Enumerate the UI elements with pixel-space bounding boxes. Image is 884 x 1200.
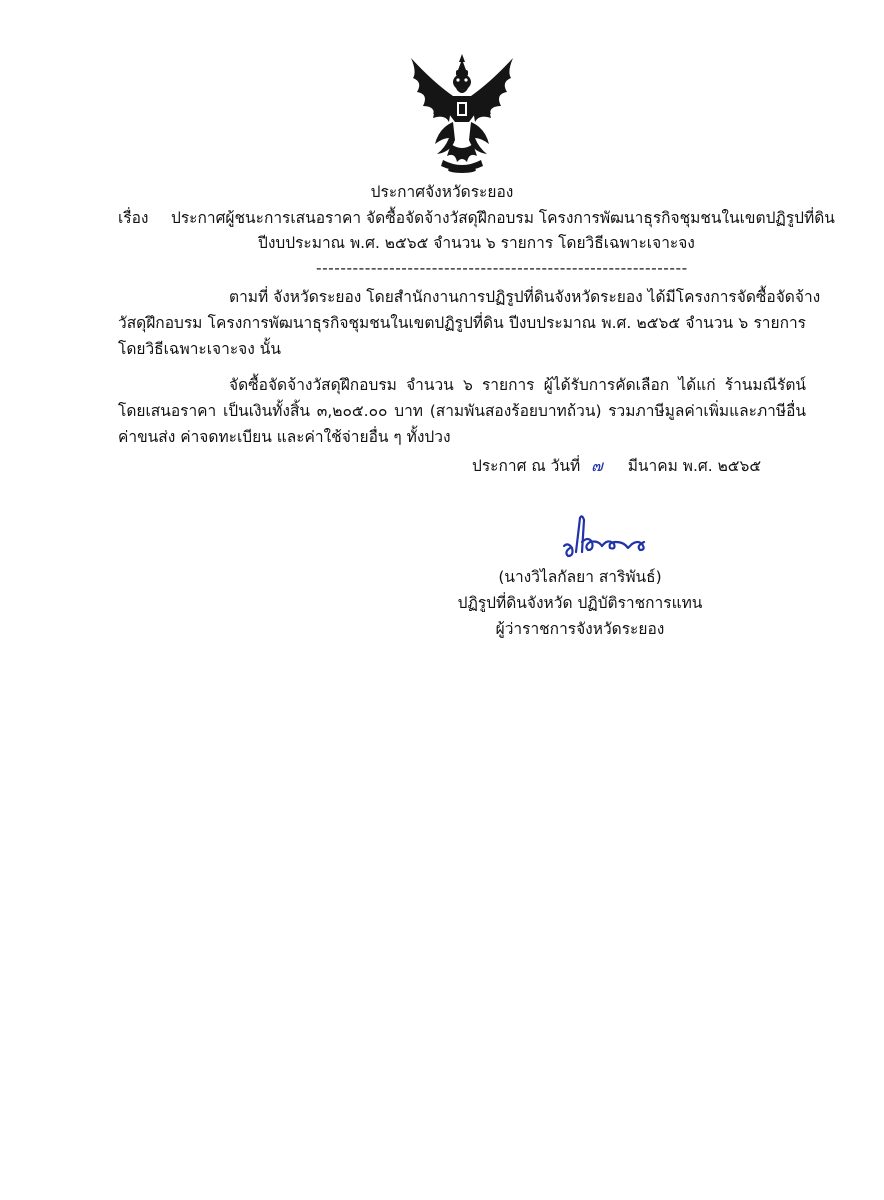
paragraph-1-line-2: วัสดุฝึกอบรม โครงการพัฒนาธุรกิจชุมชนในเขตปฏิรูปที่ดิน ปีงบประมาณ พ.ศ. ๒๕๖๕ จำนวน ๖ รายการ — [118, 314, 806, 332]
subject-label: เรื่อง — [118, 209, 149, 227]
date-month-year: มีนาคม พ.ศ. ๒๕๖๕ — [627, 457, 762, 475]
subject-line-2: ปีงบประมาณ พ.ศ. ๒๕๖๕ จำนวน ๖ รายการ โดยวิธีเฉพาะเจาะจง — [258, 234, 695, 252]
paragraph-2-line-2: โดยเสนอราคา เป็นเงินทั้งสิ้น ๓,๒๐๕.๐๐ บาท (สามพันสองร้อยบาทถ้วน) รวมภาษีมูลค่าเพิ่มและภาษีอื่น — [118, 402, 806, 420]
paragraph-1-line-1: ตามที่ จังหวัดระยอง โดยสำนักงานการปฏิรูปที่ดินจังหวัดระยอง ได้มีโครงการจัดซื้อจัดจ้าง — [229, 288, 821, 306]
header-divider: ------------------------------------------------------------- — [316, 259, 688, 277]
announcement-title: ประกาศจังหวัดระยอง — [370, 183, 514, 201]
signatory-position-2: ผู้ว่าราชการจังหวัดระยอง — [495, 620, 665, 638]
announcement-date — [472, 456, 761, 476]
subject-line-1: ประกาศผู้ชนะการเสนอราคา จัดซื้อจัดจ้างวัสดุฝึกอบรม โครงการพัฒนาธุรกิจชุมชนในเขตปฏิรูปที่ดิน — [171, 209, 835, 227]
paragraph-2-line-3: ค่าขนส่ง ค่าจดทะเบียน และค่าใช้จ่ายอื่น ๆ ทั้งปวง — [118, 428, 451, 446]
paragraph-2-line-1: จัดซื้อจัดจ้างวัสดุฝึกอบรม จำนวน ๖ รายการ ผู้ได้รับการคัดเลือก ได้แก่ ร้านมณีรัตน์ — [229, 376, 806, 394]
handwritten-signature — [558, 512, 654, 566]
signatory-name: (นางวิไลกัลยา สาริพันธ์) — [498, 568, 662, 586]
date-prefix: ประกาศ ณ วันที่ — [472, 457, 581, 475]
signatory-position-1: ปฏิรูปที่ดินจังหวัด ปฏิบัติราชการแทน — [457, 594, 703, 612]
date-day: ๗ — [591, 457, 603, 475]
paragraph-1-line-3: โดยวิธีเฉพาะเจาะจง นั้น — [118, 340, 281, 358]
garuda-emblem-icon — [403, 52, 521, 174]
